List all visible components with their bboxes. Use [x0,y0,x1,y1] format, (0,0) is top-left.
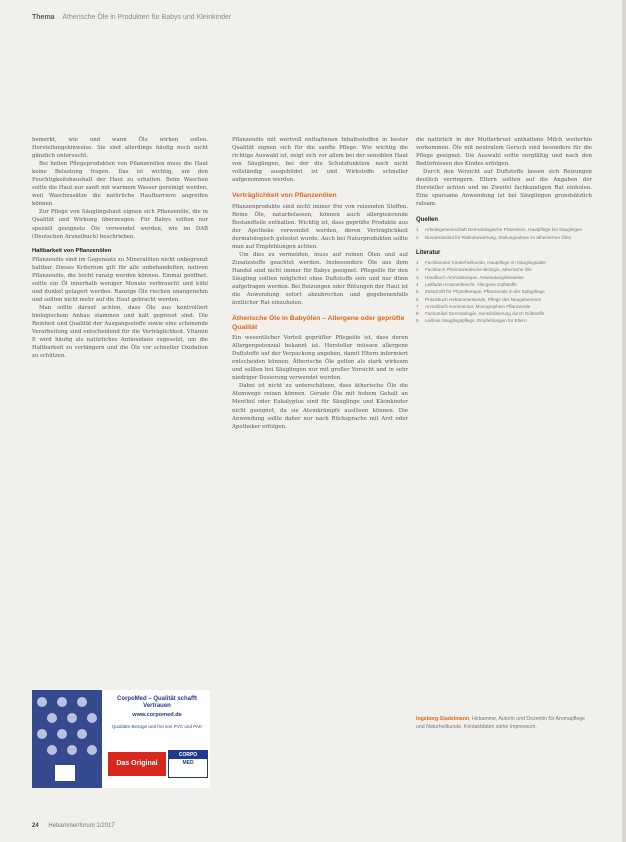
ad-headline: CorpoMed – Qualität schafft Vertrauen [116,696,197,710]
literature-item: 9 Leitlinie Säuglingspflege, Empfehlungen für Eltern [416,318,527,324]
advertisement[interactable] [32,690,210,788]
subheading-haltbarkeit: Haltbarkeit von Pflanzenölen [32,247,112,254]
author-name: Ingeborg Stadelmann [416,716,470,722]
paragraph: Dabei ist nicht zu unterschätzen, dass ätherische Öle die Atemwege reizen können. Gerade Öle mit hohem Gehalt an Menthol oder Eukalyptus sind für Säuglinge und Kleinkinder nicht geeignet, da sie Atemkrämpfe auslösen können. Die Anwendung sollte daher nur nach Rücksprache mit Arzt oder Apotheker erfolgen. [232,383,408,430]
original-badge: Das Original [108,752,166,776]
paragraph: Pflanzenöle sind im Gegensatz zu Mineralölen nicht unbegrenzt haltbar. Dieses Kriterium gilt für alle unbehandelten, nativen Pflanzenöle, die leicht ranzig werden können. Einmal geöffnet, sollte ein Öl innerhalb weniger Monate verbraucht und kühl und dunkel gelagert werden. Ranzige Öle riechen unangenehm und sollten nicht mehr auf die Haut gebracht werden. [32,256,208,303]
page-edge [622,0,626,842]
literature-list [416,259,592,325]
column-right [416,136,592,325]
literature-item: 8 Fachartikel Dermatologie, Sensibilisierung durch Duftstoffe [416,311,545,317]
literature-item: 4 Leitfaden Kosmetikrecht, Allergene Duftstoffe [416,282,517,287]
paragraph: Um dies zu vermeiden, muss auf reinen Ölen und auf Zusatzstoffe geachtet werden. Insbesondere Öle aus dem Handel sind nicht immer für Babys geeignet. Pflegeöle für den Säugling sollten möglichst ohne Duftstoffe sein und nur dünn aufgetragen werden. Bei Reizungen oder Rötungen der Haut ist die Anwendung sofort abzubrechen und gegebenenfalls ärztlicher Rat einzuholen. [232,251,408,307]
literature-item: 2 Fachbuch Pharmazeutische Biologie, ätherische Öle [416,267,532,273]
paragraph: Pflanzenprodukte sind nicht immer frei von reizenden Stoffen. Reine Öle, naturbelassen, können auch allergisierende Bestandteile enthalten. Wichtig ist, dass geprüfte Produkte aus der Apotheke verwendet werden, deren Verträglichkeit dermatologisch getestet wurde. Auch bei Naturprodukten sollte man auf Empfehlungen achten. [232,203,408,250]
literature-item: 7 Arzneibuch-Kommentar, Monographien Pflanzenöle [416,303,531,309]
header-keyword: Thema [32,14,55,21]
author-box: Ingeborg Stadelmann, Hebamme, Autorin und Dozentin für Aromapflege und Naturheilkunde. Kontaktdaten siehe Impressum. [416,716,585,730]
literature-item: 5 Zeitschrift für Phytotherapie, Pflanzenöle in der Babypflege [416,289,545,295]
paragraph: Durch den Verzicht auf Duftstoffe lassen sich Reizungen deutlich verringern. Eltern sollten auf die Angaben der Hersteller achten und im Zweifel fachkundigen Rat einholen. Eine sparsame Anwendung ist bei Säuglingen grundsätzlich ratsam. [416,169,592,208]
literature-item: 6 Praxisbuch Hebammenkunde, Pflege des Neugeborenen [416,296,542,302]
paragraph: Pflanzenöle mit wertvoll enthaltenen Inhaltsstoffen in bester Qualität eignen sich für die sanfte Pflege. Wie wichtig die richtige Auswahl ist, zeigt sich vor allem bei der sensiblen Haut von Säuglingen, bei der die Schutzfunktion noch nicht vollständig ausgebildet ist und Wirkstoffe schneller aufgenommen werden. [232,137,408,184]
page-footer [32,823,332,829]
paragraph: Zur Pflege von Säuglingshaut eignen sich Pflanzenöle, die in Qualität und Wirkung überzeugen. Für Babys sollten nur speziell geeignete Öle verwendet werden, wie im DAB (Deutschen Arzneibuch) beschrieben. [32,209,208,240]
ad-claim: Qualitäts-Bezüge und frei von PVC und PAK [111,724,203,729]
literature-item: 1 Fachliteratur Kinderheilkunde, Hautpflege im Säuglingsalter [416,260,547,266]
paragraph: Ein wesentlicher Vorteil geprüfter Pflegeöle ist, dass deren Allergenpotenzial bekannt ist. Hersteller müssen allergene Duftstoffe auf der Verpackung angeben, damit Eltern informiert entscheiden können. Ätherische Öle gelten als stark wirksam und sollten bei Säuglingen nur mit großer Vorsicht und in sehr niedriger Dosierung verwendet werden. [232,335,408,382]
paragraph: Bei hellen Pflegeprodukten von Pflanzenölen muss die Haut keine Belastung tragen. Das ist wichtig, um den Feuchtigkeitshaushalt der Haut zu erhalten. Beim Waschen sollte die Haut nur sanft mit warmem Wasser gereinigt werden, weil Waschzusätze die natürliche Hautbarriere angreifen können. [32,161,208,208]
corpomed-logo: CORPO MED [168,750,208,778]
quality-seal-icon [54,764,76,782]
section-heading-vertraeglichkeit: Verträglichkeit von Pflanzenölen [232,192,337,200]
paragraph: die natürlich in der Mutterbrust enthaltene Milch weiterhin vorkommen. Öle mit neutralem Geruch sind besonders für die Pflege geeignet. Die Auswahl sollte sorgfältig und nach den Bedürfnissen des Kindes erfolgen. [416,137,592,168]
paragraph: Man sollte darauf achten, dass Öle aus kontrolliert biologischem Anbau stammen und kalt gepresst sind. Die Reinheit und Qualität der Ausgangsstoffe sowie eine schonende Verarbeitung sind entscheidend für die Verträglichkeit. Vitamin E wird häufig als natürliches Antioxidans zugesetzt, um die Haltbarkeit zu verlängern und die Öle vor schneller Oxidation zu schützen. [32,304,208,360]
section-heading-aetherische-oele: Ätherische Öle in Babyölen – Allergene oder geprüfte Qualität [232,315,405,331]
column-left [32,136,208,360]
source-item: 1 Arbeitsgemeinschaft Dermatologische Prävention, Hautpflege bei Säuglingen [416,227,583,233]
header-title: Ätherische Öle in Produkten für Babys und Kleinkinder [62,14,232,21]
magazine-title: Hebammenforum 1/2017 [48,823,115,829]
sources-heading: Quellen [416,217,439,224]
literature-heading: Literatur [416,250,441,257]
literature-item: 3 Handbuch Aromatherapie, Anwendungshinweise [416,274,524,280]
page-number: 24 [32,823,39,829]
author-bio: Hebamme, Autorin und Dozentin für Aromapflege und Naturheilkunde. Kontaktdaten siehe Impressum. [416,716,585,730]
column-middle [232,136,408,431]
running-header [32,14,592,28]
ad-url[interactable]: www.corpomed.de [132,712,182,718]
sources-list [416,226,592,241]
source-item: 2 Bundesinstitut für Risikobewertung, Stellungnahme zu ätherischen Ölen [416,234,572,240]
paragraph: bemerkt, wie und wann Öle wirken sollen. Herstellungshinweise. Sie sind allerdings häufig noch nicht gänzlich untersucht. [32,137,208,160]
